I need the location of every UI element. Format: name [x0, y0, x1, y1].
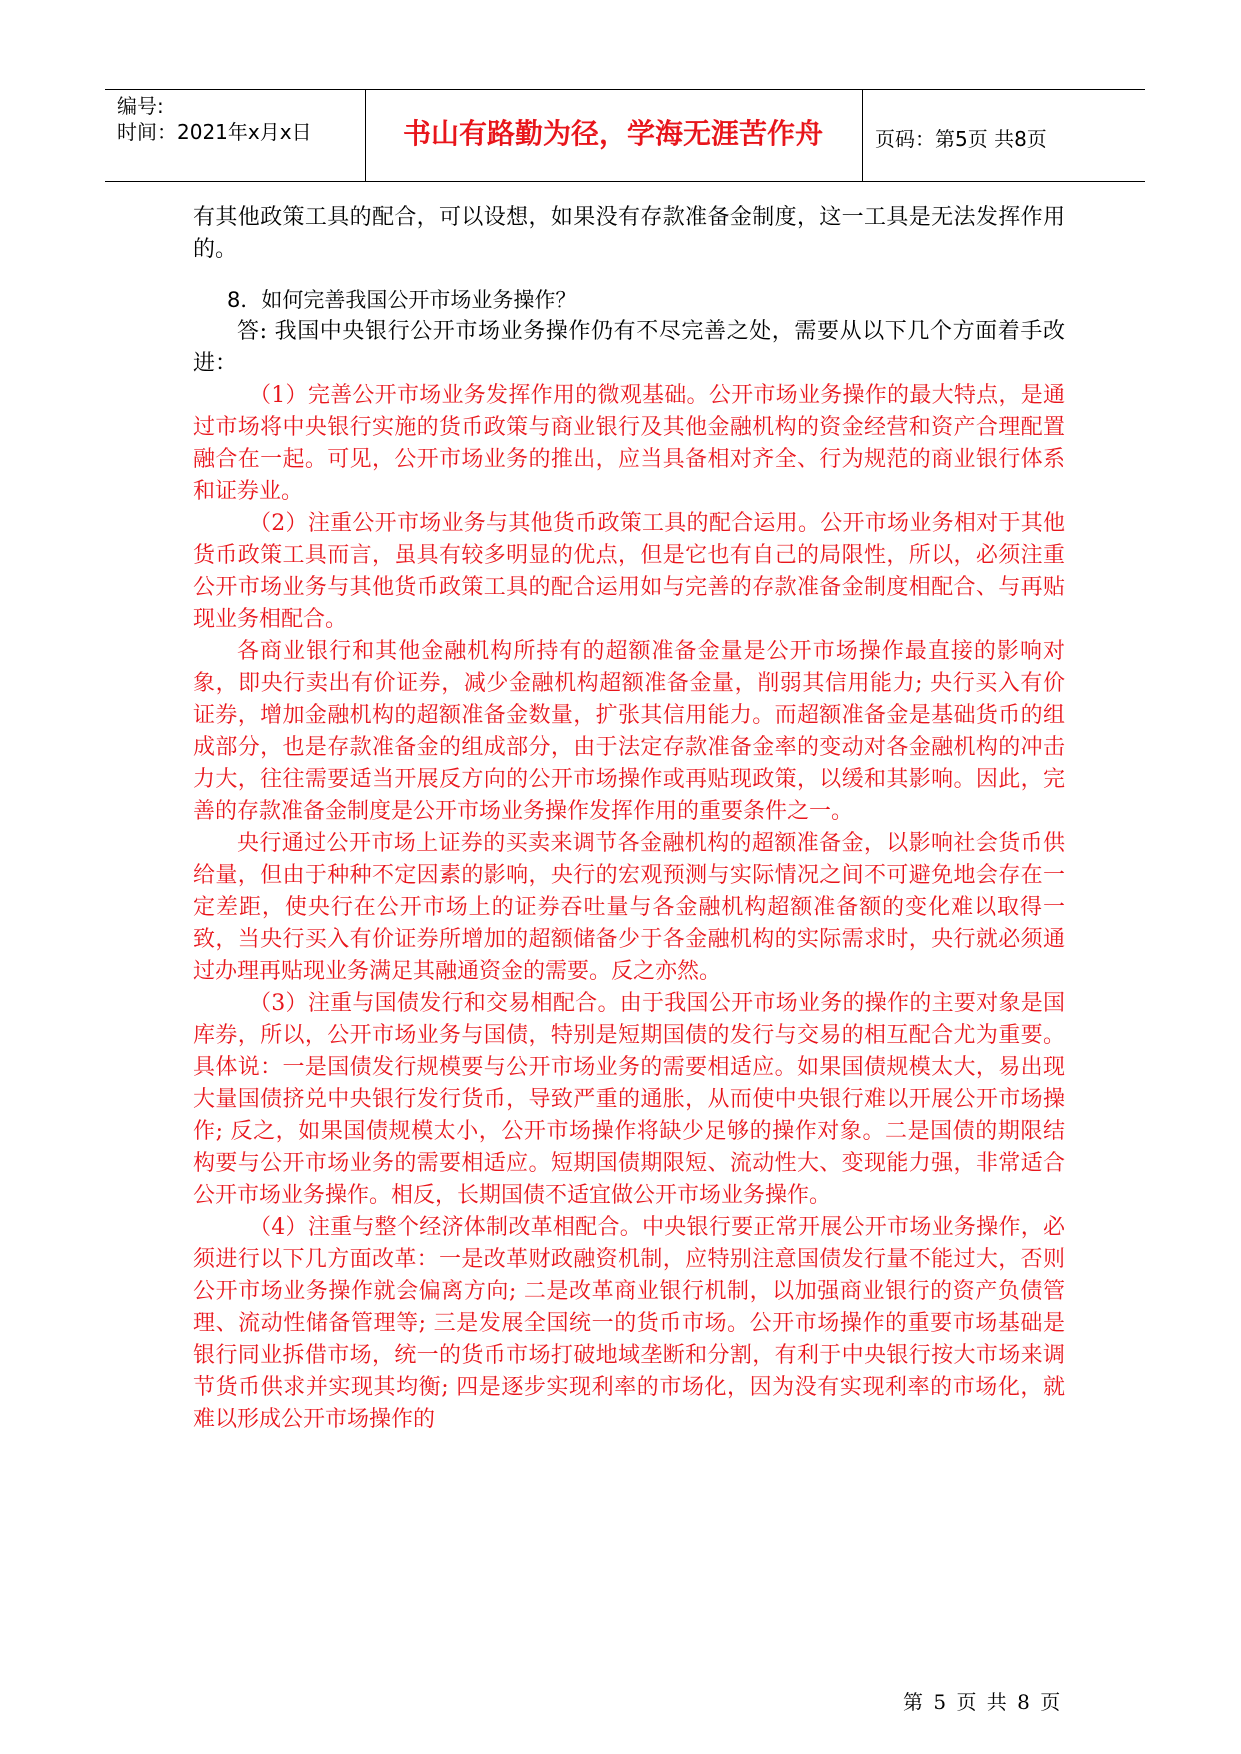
answer-paragraph: 答: 我国中央银行公开市场业务操作仍有不尽完善之处，需要从以下几个方面着手改进： — [193, 319, 1065, 376]
paragraph-continuation: 有其他政策工具的配合，可以设想，如果没有存款准备金制度，这一工具是无法发挥作用的。 — [193, 205, 1065, 262]
header-divider-left — [365, 89, 366, 181]
section-heading: 8．如何完善我国公开市场业务操作？ — [227, 288, 577, 312]
header-motto: 书山有路勤为径，学海无涯苦作舟 — [402, 117, 823, 150]
document-body — [193, 202, 1065, 1436]
header-divider-right — [862, 89, 863, 181]
point-2-paragraph: （2）注重公开市场业务与其他货币政策工具的配合运用。公开市场业务相对于其他货币政策工具而言，虽具有较多明显的优点，但是它也有自己的局限性，所以，必须注重公开市场业务与其他货币政策工具的配合运用如与完善的存款准备金制度相配合、与再贴现业务相配合。 — [193, 511, 1065, 632]
point-4-paragraph: （4）注重与整个经济体制改革相配合。中央银行要正常开展公开市场业务操作，必须进行以下几方面改革：一是改革财政融资机制，应特别注意国债发行量不能过大，否则公开市场业务操作就会偏离方向; 二是改革商业银行机制，以加强商业银行的资产负债管理、流动性储备管理等; 三是发展全国统一的货币市场。公开市场操作的重要市场基础是银行同业拆借市场，统一的货币市场打破地域垄断和分割，有利于中央银行按大市场来调节货币供求并实现其均衡; 四是逐步实现利率的市场化，因为没有实现利率的市场化，就难以形成公开市场操作的 — [193, 1215, 1065, 1432]
central-bank-operation-paragraph: 央行通过公开市场上证券的买卖来调节各金融机构的超额准备金，以影响社会货币供给量，但由于种种不定因素的影响，央行的宏观预测与实际情况之间不可避免地会存在一定差距，使央行在公开市场上的证券吞吐量与各金融机构超额准备额的变化难以取得一致，当央行买入有价证券所增加的超额储备少于各金融机构的实际需求时，央行就必须通过办理再贴现业务满足其融通资金的需要。反之亦然。 — [193, 831, 1065, 984]
point-1-paragraph: （1）完善公开市场业务发挥作用的微观基础。公开市场业务操作的最大特点，是通过市场将中央银行实施的货币政策与商业银行及其他金融机构的资金经营和资产合理配置融合在一起。可见，公开市场业务的推出，应当具备相对齐全、行为规范的商业银行体系和证券业。 — [193, 383, 1065, 504]
time-label: 时间：2021年x月x日 — [117, 120, 312, 144]
page-number-label: 页码：第5页 共8页 — [875, 127, 1047, 151]
page-footer: 第 5 页 共 8 页 — [903, 1690, 1061, 1714]
header-top-rule — [105, 89, 1145, 90]
excess-reserve-paragraph: 各商业银行和其他金融机构所持有的超额准备金量是公开市场操作最直接的影响对象，即央行卖出有价证券，减少金融机构超额准备金量，削弱其信用能力; 央行买入有价证券，增加金融机构的超额准备金数量，扩张其信用能力。而超额准备金是基础货币的组成部分，也是存款准备金的组成部分，由于法定存款准备金率的变动对各金融机构的冲击力大，往往需要适当开展反方向的公开市场操作或再贴现政策，以缓和其影响。因此，完善的存款准备金制度是公开市场业务操作发挥作用的重要条件之一。 — [193, 639, 1065, 824]
header-bottom-rule — [105, 181, 1145, 182]
serial-label: 编号: — [117, 94, 164, 118]
spacer — [193, 266, 1065, 284]
point-3-paragraph: （3）注重与国债发行和交易相配合。由于我国公开市场业务的操作的主要对象是国库券，所以，公开市场业务与国债，特别是短期国债的发行与交易的相互配合尤为重要。具体说：一是国债发行规模要与公开市场业务的需要相适应。如果国债规模太大，易出现大量国债挤兑中央银行发行货币，导致严重的通胀，从而使中央银行难以开展公开市场操作; 反之，如果国债规模太小，公开市场操作将缺少足够的操作对象。二是国债的期限结构要与公开市场业务的需要相适应。短期国债期限短、流动性大、变现能力强，非常适合公开市场业务操作。相反，长期国债不适宜做公开市场业务操作。 — [193, 991, 1065, 1208]
